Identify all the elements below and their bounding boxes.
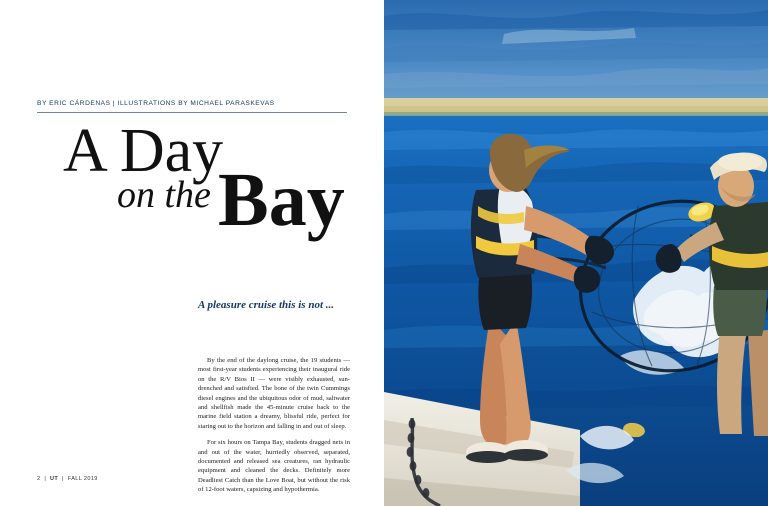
- folio-issue: FALL 2019: [67, 476, 98, 482]
- byline: BY ERIC CÁRDENAS | ILLUSTRATIONS BY MICHAEL PARASKEVAS: [37, 100, 275, 107]
- title-line-2: on the: [117, 174, 211, 216]
- body-paragraph: For six hours on Tampa Bay, students dragged nets in and out of the water, hurriedly observed, separated, documented and released sea creatures, ran hydraulic equipment and cleaned the decks. Definitely more Deadliest Catch than the Love Boat, but without the risk of 12-foot waters, capsizing and hypothermia.: [198, 439, 350, 494]
- body-paragraph: By the end of the daylong cruise, the 19 students — most first-year students experiencing their inaugural ride on the R/V Bios II — were visibly exhausted, sun-drenched and satisfied. The bone of the twin Cummings diesel engines and the ubiquitous odor of mud, saltwater and shellfish made the 45-minute cruise back to the marine field station a dreamy, blissful ride, perfect for staring out to the horizon and falling in and out of sleep.: [198, 357, 350, 430]
- deck-subtitle: A pleasure cruise this is not ...: [198, 299, 335, 311]
- title-line-3: Bay: [218, 158, 345, 242]
- folio-page-number: 2: [37, 476, 41, 482]
- illustration-painting: [384, 0, 768, 506]
- folio-separator-2: |: [60, 476, 66, 482]
- folio-separator: |: [42, 476, 49, 482]
- byline-divider: [37, 112, 347, 113]
- body-column: [198, 356, 350, 502]
- folio-publication: UT: [50, 476, 59, 482]
- title-line-1: A Day: [63, 117, 224, 185]
- page-title: [35, 117, 365, 270]
- folio: [37, 476, 98, 482]
